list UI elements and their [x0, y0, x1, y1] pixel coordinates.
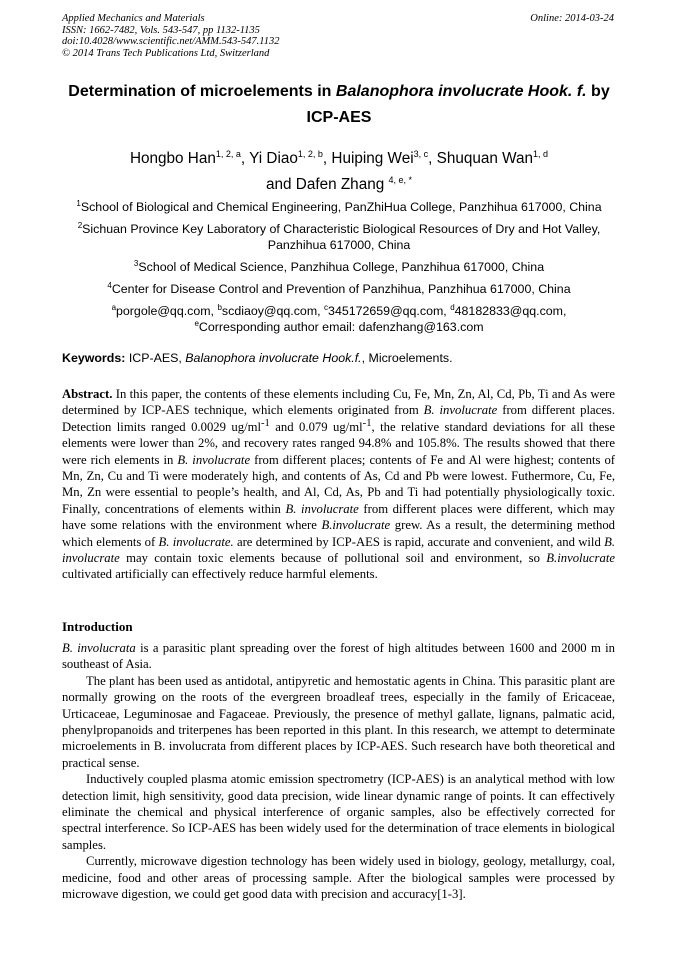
abstract-text: are determined by ICP-AES is rapid, accurate and convenient, and wild: [236, 534, 601, 549]
abstract-label: Abstract.: [62, 387, 113, 401]
doi-line: doi:10.4028/www.scientific.net/AMM.543-547.1132: [62, 36, 280, 48]
author-name: and Dafen Zhang: [266, 176, 385, 193]
abstract-text: may contain toxic elements because of pollutional soil and environment, so: [126, 551, 540, 566]
affiliation-sup: 1: [76, 198, 81, 208]
abstract-text: from different places. Detection limits ranged 0.0029 ug/ml: [62, 403, 616, 434]
email-link[interactable]: scdiaoy@qq.com,: [221, 304, 321, 318]
paragraph: [62, 640, 615, 673]
affiliation: [52, 199, 626, 215]
species-name: B. involucrate: [62, 534, 616, 566]
species-name: B. involucrate.: [158, 534, 234, 549]
email-list: [52, 303, 626, 319]
species-name: B.involucrate: [321, 518, 391, 533]
introduction-body: [62, 640, 615, 903]
online-date: Online: 2014-03-24: [530, 13, 614, 24]
email-sup: d: [450, 302, 455, 312]
email-sup: b: [217, 302, 222, 312]
affiliation: [52, 281, 626, 297]
keywords: [62, 350, 453, 366]
keyword: ICP-AES,: [128, 351, 182, 365]
affiliation-text: Center for Disease Control and Prevention of Panzhihua, Panzhihua 617000, China: [111, 282, 571, 296]
copyright-line: © 2014 Trans Tech Publications Ltd, Switzerland: [62, 47, 270, 59]
affiliation-sup: 4: [107, 280, 112, 290]
author-sup: 1, 2, a: [215, 148, 241, 159]
paragraph: Currently, microwave digestion technology has been widely used in biology, geology, metallurgy, coal, medicine, food and other areas of processing sample. After the biological samples were processed by microwave digestion, we could get good data with precision and accuracy[1-3].: [62, 854, 615, 902]
email-link[interactable]: 345172659@qq.com,: [328, 304, 447, 318]
abstract-text: from different places; contents of Fe and Al were highest; contents of Mn, Zn, Cu and Ti were moderately high, and contents of As, Cd and Pb were lowest. Futhermore, Cu, Fe, Mn, Zn were essential to people’s health, and Al, Cd, As, Pb and Ti had potentially physiologically toxic. Finally, concentrations of elements within: [62, 452, 616, 516]
keywords-label: Keywords:: [62, 351, 126, 365]
corresponding-author: [52, 319, 626, 335]
affiliation-sup: 3: [133, 258, 139, 268]
author-list: Hongbo Han$^{1, 2, a}$, Yi Diao$^{1, 2, b}$, Huiping Wei$^{3, c}$, Shuquan Wan$^{1, d}$ and Dafen Zhang $^{4, e, *}$: [129, 148, 549, 193]
corresponding-email[interactable]: Corresponding author email: dafenzhang@163.com: [198, 320, 484, 334]
affiliations: [52, 199, 626, 335]
corresponding-sup: e: [194, 318, 199, 328]
affiliation: [52, 259, 626, 275]
affiliation-sup: 2: [77, 220, 83, 230]
author-sup: 1, 2, b: [297, 148, 323, 159]
abstract-text: from different places were different, which may have some relations with the environment where: [62, 501, 616, 533]
section-heading-introduction: Introduction: [62, 619, 133, 634]
author-name: Shuquan Wan: [436, 150, 534, 167]
abstract-text: grew. As a result, the determining method which elements of: [62, 518, 616, 549]
species-name: B. involucrate: [177, 452, 251, 467]
author-sup: 4, e, *: [388, 174, 412, 185]
paragraph: The plant has been used as antidotal, antipyretic and hemostatic agents in China. This parasitic plant are normally growing on the roots of the evergreen broadleaf trees, especially in the family of Ericaceae, Urticaceae, Leguminosae and Fagaceae. Previously, the presence of methyl gallate, lignans, palmatic acid, phenylpropanoids and triterpenes has been reported in this plant. In this research, we attempt to determinate microelements in B. involucrata from different places by ICP-AES. Such research have both theoretical and practical sense.: [62, 673, 615, 770]
title-part2: by: [586, 83, 610, 100]
author-name: Huiping Wei: [331, 150, 414, 167]
affiliation-text: School of Medical Science, Panzhihua College, Panzhihua 617000, China: [138, 260, 545, 274]
issn-line: ISSN: 1662-7482, Vols. 543-547, pp 1132-1135: [62, 24, 260, 36]
species-name: B. involucrata: [62, 641, 136, 655]
email-sup: c: [324, 302, 329, 312]
author-name: Hongbo Han: [129, 150, 216, 167]
author-sup: 1, d: [533, 148, 549, 159]
affiliation: [52, 221, 626, 253]
title-line2: ICP-AES: [306, 109, 372, 126]
email-link[interactable]: porgole@qq.com,: [116, 304, 215, 318]
email-link[interactable]: 48182833@qq.com,: [454, 304, 567, 318]
species-name: B.involucrate: [546, 551, 615, 566]
abstract-text: In this paper, the contents of these elements including Cu, Fe, Mn, Zn, Al, Cd, Pb, Ti and As were determined by ICP-AES technique, which elements originated from: [62, 387, 615, 418]
journal-name: Applied Mechanics and Materials: [62, 13, 205, 24]
abstract-text: and 0.079 ug/ml: [275, 419, 363, 434]
author-name: Yi Diao: [249, 150, 298, 167]
affiliation-text: School of Biological and Chemical Engineering, PanZhiHua College, Panzhihua 617000, China: [80, 200, 602, 214]
unit-sup: -1: [261, 417, 270, 429]
paragraph: Inductively coupled plasma atomic emission spectrometry (ICP-AES) is an analytical method with low detection limit, high sensitivity, good data precision, wide linear dynamic range of points. It can effectively eliminate the chemical and physical interference of organic samples, also be effectively corrected for spectral interference. So ICP-AES has been widely used for the determination of trace elements in biological samples.: [62, 772, 615, 852]
species-name: B. involucrate: [423, 403, 498, 418]
unit-sup: -1: [362, 417, 372, 429]
abstract: [62, 386, 615, 583]
abstract-text: , the relative standard deviations for all these elements were lower than 2%, and recovery rates ranged 94.8% and 105.8%. The results showed that there were rich elements in: [62, 419, 615, 467]
species-name: B. involucrate: [285, 501, 359, 516]
journal-header: [62, 13, 279, 59]
paper-title: [40, 79, 638, 131]
title-part1: Determination of microelements in: [68, 83, 336, 100]
author-sup: 3, c: [413, 148, 429, 159]
paragraph-text: is a parasitic plant spreading over the forest of high altitudes between 1600 and 2000 m in southeast of Asia.: [62, 641, 616, 672]
affiliation-text: Sichuan Province Key Laboratory of Characteristic Biological Resources of Dry and Hot Valley, Panzhihua 617000, China: [82, 222, 601, 252]
abstract-text: cultivated artificially can effectively reduce harmful elements.: [62, 567, 378, 582]
keyword: Balanophora involucrate Hook.f.: [185, 351, 362, 365]
title-species: Balanophora involucrate Hook. f.: [335, 83, 587, 100]
keyword: , Microelements.: [361, 351, 453, 365]
email-sup: a: [111, 302, 117, 312]
